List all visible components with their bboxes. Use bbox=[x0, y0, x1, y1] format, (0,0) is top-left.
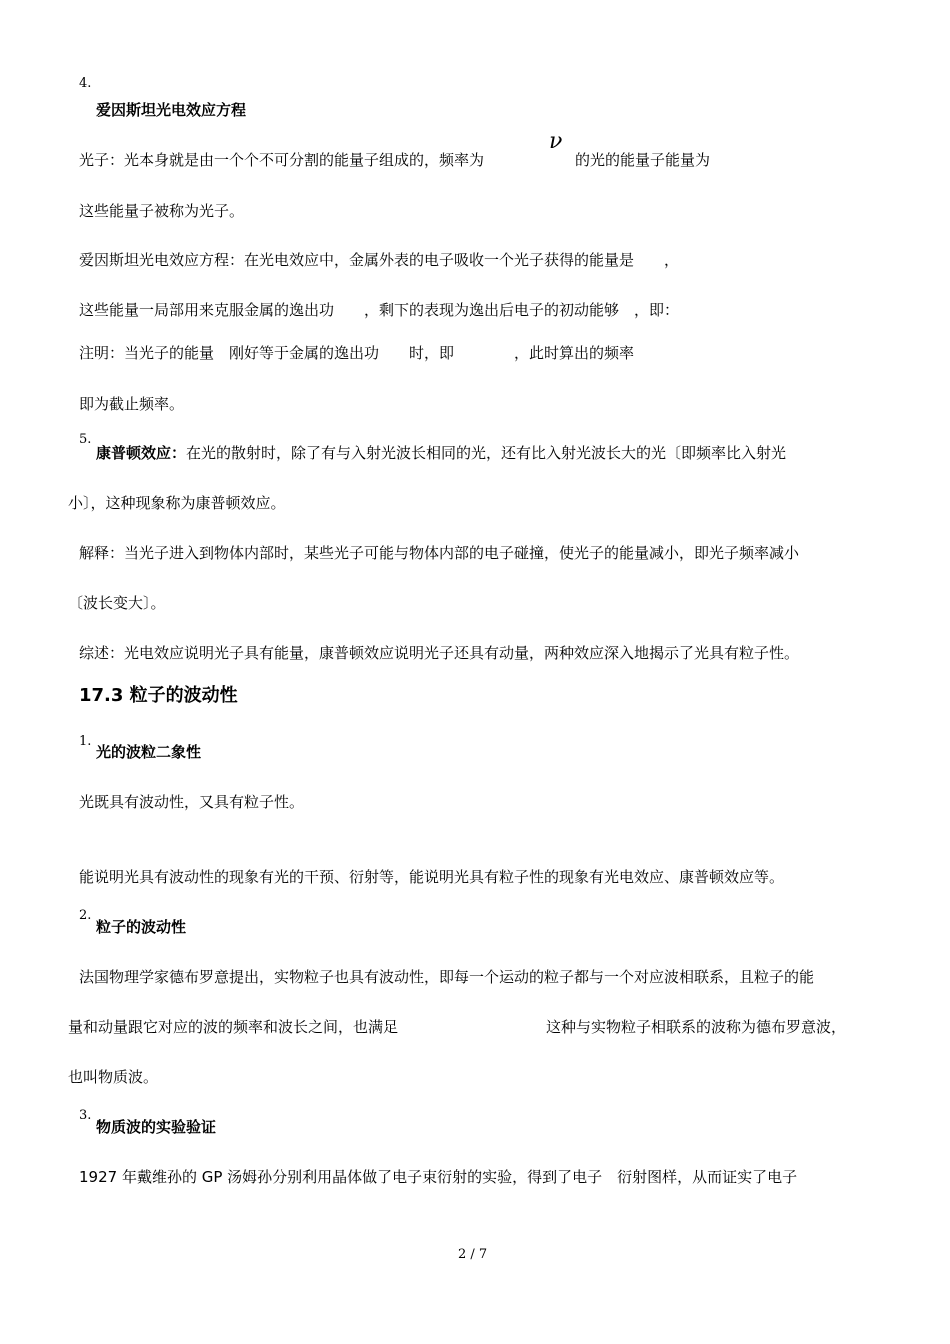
section-heading: 物质波的实验验证 bbox=[96, 1118, 217, 1136]
section-number: 3. bbox=[79, 1108, 92, 1123]
section-number: 2. bbox=[79, 908, 92, 923]
paragraph: 这些能量子被称为光子。 bbox=[79, 202, 245, 220]
paragraph: 这些能量一局部用来克服金属的逸出功 ，剩下的表现为逸出后电子的初动能够 ，即： bbox=[79, 301, 680, 319]
paragraph: 能说明光具有波动性的现象有光的干预、衍射等，能说明光具有粒子性的现象有光电效应、康普顿效应等。 bbox=[79, 868, 785, 886]
paragraph: 量和动量跟它对应的波的频率和波长之间，也满足 bbox=[68, 1018, 399, 1036]
term: 康普顿效应： bbox=[96, 444, 187, 462]
page-number: 2 / 7 bbox=[458, 1247, 488, 1262]
section-heading: 粒子的波动性 bbox=[96, 918, 187, 936]
paragraph: 注明：当光子的能量 刚好等于金属的逸出功 时，即 ，此时算出的频率 bbox=[79, 344, 635, 362]
nu-symbol: ν bbox=[549, 129, 563, 154]
section-number: 1. bbox=[79, 734, 92, 749]
paragraph: 综述：光电效应说明光子具有能量，康普顿效应说明光子还具有动量，两种效应深入地揭示了光具有粒子性。 bbox=[79, 644, 800, 662]
paragraph: 光子：光本身就是由一个个不可分割的能量子组成的，频率为 bbox=[79, 151, 485, 169]
paragraph: 这种与实物粒子相联系的波称为德布罗意波， bbox=[546, 1018, 847, 1036]
paragraph: 即为截止频率。 bbox=[79, 395, 185, 413]
paragraph: 小〕，这种现象称为康普顿效应。 bbox=[68, 494, 286, 512]
paragraph: 〔波长变大〕。 bbox=[68, 594, 166, 612]
section-number: 5. bbox=[79, 432, 92, 447]
paragraph: 1927 年戴维孙的 GP 汤姆孙分别利用晶体做了电子束衍射的实验，得到了电子 衍射图样，从而证实了电子 bbox=[79, 1168, 798, 1186]
paragraph: 爱因斯坦光电效应方程：在光电效应中，金属外表的电子吸收一个光子获得的能量是 ， bbox=[79, 251, 680, 269]
section-title: 17.3 粒子的波动性 bbox=[79, 685, 238, 706]
paragraph: 光既具有波动性，又具有粒子性。 bbox=[79, 793, 305, 811]
paragraph: 解释：当光子进入到物体内部时，某些光子可能与物体内部的电子碰撞，使光子的能量减小，即光子频率减小 bbox=[79, 544, 800, 562]
section-heading: 光的波粒二象性 bbox=[96, 743, 202, 761]
section-number: 4. bbox=[79, 76, 92, 91]
section-heading: 爱因斯坦光电效应方程 bbox=[96, 101, 247, 119]
paragraph: 也叫物质波。 bbox=[68, 1068, 159, 1086]
paragraph: 的光的能量子能量为 bbox=[575, 151, 711, 169]
paragraph-text: 在光的散射时，除了有与入射光波长相同的光，还有比入射光波长大的光〔即频率比入射光 bbox=[186, 444, 787, 462]
paragraph: 法国物理学家德布罗意提出，实物粒子也具有波动性，即每一个运动的粒子都与一个对应波相联系，且粒子的能 bbox=[79, 968, 815, 986]
paragraph bbox=[96, 443, 786, 463]
